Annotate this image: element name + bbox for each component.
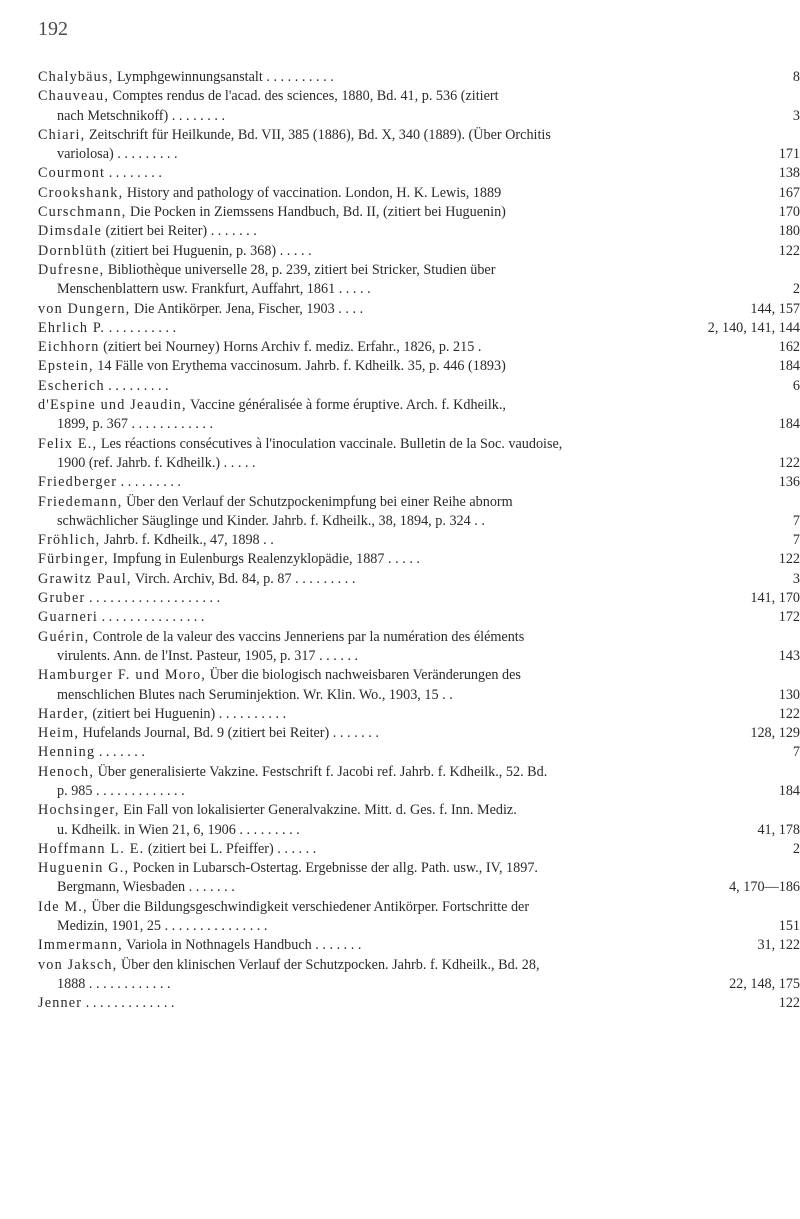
entry-first-line	[38, 319, 800, 338]
entry-first-line	[38, 164, 800, 183]
index-entry	[38, 493, 800, 532]
entry-text: Pocken in Lubarsch-Ostertag. Ergebnisse der allg. Path. usw., IV, 1897.	[129, 860, 538, 877]
entry-first-line	[38, 743, 800, 762]
entry-first-line	[38, 68, 800, 87]
entry-text: 14 Fälle von Erythema vaccinosum. Jahrb. f. Kdheilk. 35, p. 446 (1893)	[93, 358, 506, 375]
entry-text: Hufelands Journal, Bd. 9 (zitiert bei Reiter) . . . . . . .	[79, 725, 379, 742]
entry-text: Jahrb. f. Kdheilk., 47, 1898 . .	[100, 532, 274, 549]
entry-text: variolosa) . . . . . . . . .	[57, 146, 178, 163]
entry-author: Courmont	[38, 165, 106, 182]
index-entry	[38, 261, 800, 300]
entry-pages: 138	[778, 165, 800, 182]
entry-continuation-line	[38, 821, 800, 840]
entry-author: Dufresne,	[38, 261, 105, 278]
entry-text: Zeitschrift für Heilkunde, Bd. VII, 385 (1886), Bd. X, 340 (1889). (Über Orchitis	[85, 126, 551, 143]
entry-author: Henoch,	[38, 763, 95, 780]
entry-text: p. 985 . . . . . . . . . . . . .	[57, 782, 185, 799]
entry-pages: 122	[778, 551, 800, 568]
entry-text: Vaccine généralisée à forme éruptive. Arch. f. Kdheilk.,	[186, 397, 506, 414]
entry-first-line	[38, 531, 800, 550]
entry-author: Felix E.,	[38, 435, 98, 452]
entry-continuation-line	[38, 415, 800, 434]
entry-continuation-line	[38, 107, 800, 126]
entry-text: Ein Fall von lokalisierter Generalvakzine. Mitt. d. Ges. f. Inn. Mediz.	[119, 802, 517, 819]
entry-author: Heim,	[38, 725, 80, 742]
index-entry	[38, 531, 800, 550]
entry-text: Variola in Nothnagels Handbuch . . . . . . .	[122, 937, 362, 954]
entry-pages: 184	[778, 416, 800, 433]
entry-text: Medizin, 1901, 25 . . . . . . . . . . . . . . .	[57, 918, 268, 935]
entry-text: (zitiert bei Nourney) Horns Archiv f. mediz. Erfahr., 1826, p. 215 .	[99, 339, 482, 356]
entry-continuation-line	[38, 878, 800, 897]
entry-author: Fürbinger,	[38, 551, 109, 568]
index-entry	[38, 377, 800, 396]
entry-author: Chiari,	[38, 126, 86, 143]
entry-author: Ehrlich P.	[38, 319, 106, 336]
entry-text: menschlichen Blutes nach Seruminjektion. Wr. Klin. Wo., 1903, 15 . .	[57, 686, 453, 703]
entry-text: Über die Bildungsgeschwindigkeit verschiedener Antikörper. Fortschritte der	[87, 898, 530, 915]
entry-first-line	[38, 859, 800, 878]
entry-text: Bergmann, Wiesbaden . . . . . . .	[57, 879, 235, 896]
entry-continuation-line	[38, 917, 800, 936]
entry-first-line	[38, 435, 800, 454]
index-entry	[38, 589, 800, 608]
entry-first-line	[38, 550, 800, 569]
entry-text: 1888 . . . . . . . . . . . .	[57, 975, 171, 992]
entry-text: . . . . . . . . . . . . .	[82, 995, 175, 1012]
index-entry	[38, 570, 800, 589]
index-entry	[38, 357, 800, 376]
entry-author: Friedemann,	[38, 493, 123, 510]
entry-author: Hamburger F. und Moro,	[38, 667, 207, 684]
entry-author: Fröhlich,	[38, 532, 101, 549]
index-entry	[38, 743, 800, 762]
index-entry	[38, 319, 800, 338]
entry-first-line	[38, 936, 800, 955]
index-entry	[38, 184, 800, 203]
entry-first-line	[38, 628, 800, 647]
entry-text: Controle de la valeur des vaccins Jenneriens par la numération des éléments	[89, 628, 525, 645]
entry-first-line	[38, 724, 800, 743]
entry-first-line	[38, 87, 800, 106]
entry-author: Epstein,	[38, 358, 94, 375]
entry-first-line	[38, 763, 800, 782]
entry-author: Hochsinger,	[38, 802, 120, 819]
entry-continuation-line	[38, 512, 800, 531]
entry-first-line	[38, 956, 800, 975]
entry-pages: 128, 129	[750, 725, 800, 742]
entry-first-line	[38, 222, 800, 241]
entry-text: . . . . . . . . . .	[105, 319, 177, 336]
entry-pages: 2	[792, 281, 800, 298]
entry-pages: 2, 140, 141, 144	[707, 319, 800, 336]
entry-pages: 136	[778, 474, 800, 491]
entry-text: Über die biologisch nachweisbaren Veränderungen des	[206, 667, 521, 684]
entry-first-line	[38, 261, 800, 280]
entry-text: Über den Verlauf der Schutzpockenimpfung bei einer Reihe abnorm	[122, 493, 513, 510]
entry-pages: 172	[778, 609, 800, 626]
entry-author: Henning	[38, 744, 96, 761]
entry-first-line	[38, 493, 800, 512]
entry-first-line	[38, 184, 800, 203]
entry-continuation-line	[38, 782, 800, 801]
entry-author: Dimsdale	[38, 223, 102, 240]
index-entry	[38, 203, 800, 222]
entry-pages: 130	[778, 686, 800, 703]
entry-text: schwächlicher Säuglinge und Kinder. Jahrb. f. Kdheilk., 38, 1894, p. 324 . .	[57, 512, 485, 529]
entry-author: von Jaksch,	[38, 956, 118, 973]
entry-author: Harder,	[38, 705, 89, 722]
index-entry	[38, 898, 800, 937]
entry-author: Curschmann,	[38, 204, 127, 221]
entry-text: Die Pocken in Ziemssens Handbuch, Bd. II, (zitiert bei Huguenin)	[126, 204, 506, 221]
entry-text: History and pathology of vaccination. London, H. K. Lewis, 1889	[123, 184, 502, 201]
entry-author: Gruber	[38, 590, 86, 607]
index-entry	[38, 705, 800, 724]
entry-author: Jenner	[38, 995, 83, 1012]
entry-text: Comptes rendus de l'acad. des sciences, 1880, Bd. 41, p. 536 (zitiert	[109, 88, 499, 105]
index-entry	[38, 126, 800, 165]
entry-author: Guarneri	[38, 609, 99, 626]
entry-pages: 141, 170	[750, 590, 800, 607]
entry-pages: 144, 157	[750, 300, 800, 317]
entry-first-line	[38, 705, 800, 724]
index-entry	[38, 68, 800, 87]
index-entry	[38, 608, 800, 627]
entry-pages: 8	[792, 69, 800, 85]
index-entry	[38, 666, 800, 705]
entry-pages: 122	[778, 454, 800, 471]
entry-author: Grawitz Paul,	[38, 570, 132, 587]
entry-pages: 122	[778, 242, 800, 259]
entry-text: nach Metschnikoff) . . . . . . . .	[57, 107, 225, 124]
entry-first-line	[38, 357, 800, 376]
entry-pages: 184	[778, 358, 800, 375]
entry-pages: 122	[778, 995, 800, 1012]
entry-pages: 41, 178	[757, 821, 800, 838]
entry-text: virulents. Ann. de l'Inst. Pasteur, 1905, p. 317 . . . . . .	[57, 647, 359, 664]
index-entry	[38, 763, 800, 802]
entry-first-line	[38, 840, 800, 859]
entry-pages: 151	[778, 918, 800, 935]
entry-author: von Dungern,	[38, 300, 131, 317]
index-entry	[38, 936, 800, 955]
entry-continuation-line	[38, 686, 800, 705]
entry-pages: 6	[792, 377, 800, 394]
entry-author: Immermann,	[38, 937, 123, 954]
entry-text: . . . . . . . . . . . . . . . . . . .	[85, 590, 221, 607]
entry-first-line	[38, 570, 800, 589]
index-entry	[38, 435, 800, 474]
index-entry	[38, 338, 800, 357]
entry-first-line	[38, 338, 800, 357]
entry-first-line	[38, 898, 800, 917]
entry-continuation-line	[38, 975, 800, 994]
entry-text: Die Antikörper. Jena, Fischer, 1903 . . . .	[130, 300, 364, 317]
entry-pages: 170	[778, 204, 800, 221]
entry-pages: 7	[792, 512, 800, 529]
index-entry	[38, 300, 800, 319]
entry-text: Menschenblattern usw. Frankfurt, Auffahrt, 1861 . . . . .	[57, 281, 371, 298]
entry-author: Crookshank,	[38, 184, 124, 201]
index-entry	[38, 164, 800, 183]
entry-first-line	[38, 801, 800, 820]
entry-text: u. Kdheilk. in Wien 21, 6, 1906 . . . . . . . . .	[57, 821, 300, 838]
entry-author: Escherich	[38, 377, 105, 394]
entry-text: 1899, p. 367 . . . . . . . . . . . .	[57, 416, 214, 433]
entry-first-line	[38, 994, 800, 1013]
index-entry	[38, 801, 800, 840]
entry-pages: 2	[792, 840, 800, 857]
index-entry	[38, 222, 800, 241]
entry-author: Huguenin G.,	[38, 860, 130, 877]
entry-text: Über den klinischen Verlauf der Schutzpocken. Jahrb. f. Kdheilk., Bd. 28,	[117, 956, 540, 973]
entry-first-line	[38, 203, 800, 222]
entry-first-line	[38, 377, 800, 396]
entry-author: Chalybäus,	[38, 69, 114, 85]
entry-text: (zitiert bei L. Pfeiffer) . . . . . .	[144, 840, 317, 857]
index-entry	[38, 87, 800, 126]
entry-continuation-line	[38, 145, 800, 164]
entry-author: Hoffmann L. E.	[38, 840, 145, 857]
index-entry	[38, 242, 800, 261]
entry-text: . . . . . . . . .	[104, 377, 169, 394]
index-entry	[38, 859, 800, 898]
entry-pages: 180	[778, 223, 800, 240]
entry-author: Chauveau,	[38, 88, 110, 105]
entry-author: Ide M.,	[38, 898, 88, 915]
index-entry	[38, 628, 800, 667]
entry-author: d'Espine und Jeaudin,	[38, 397, 187, 414]
entry-text: Lymphgewinnungsanstalt . . . . . . . . . .	[113, 69, 334, 85]
entry-text: (zitiert bei Reiter) . . . . . . .	[101, 223, 257, 240]
entry-text: Les réactions consécutives à l'inoculation vaccinale. Bulletin de la Soc. vaudoise,	[97, 435, 563, 452]
entry-first-line	[38, 589, 800, 608]
page-number: 192	[38, 18, 68, 40]
entry-continuation-line	[38, 454, 800, 473]
entry-text: Impfung in Eulenburgs Realenzyklopädie, 1887 . . . . .	[108, 551, 420, 568]
index-entry	[38, 550, 800, 569]
index-entry	[38, 956, 800, 995]
entry-pages: 3	[792, 107, 800, 124]
entry-author: Dornblüth	[38, 242, 108, 259]
index-entry	[38, 396, 800, 435]
index-entry	[38, 724, 800, 743]
entry-pages: 171	[778, 146, 800, 163]
entry-author: Friedberger	[38, 474, 118, 491]
index-entry	[38, 840, 800, 859]
entry-first-line	[38, 396, 800, 415]
author-index	[38, 68, 800, 1014]
entry-first-line	[38, 242, 800, 261]
entry-text: (zitiert bei Huguenin) . . . . . . . . . .	[88, 705, 287, 722]
entry-first-line	[38, 126, 800, 145]
entry-text: Virch. Archiv, Bd. 84, p. 87 . . . . . . . . .	[131, 570, 356, 587]
entry-continuation-line	[38, 647, 800, 666]
entry-first-line	[38, 608, 800, 627]
entry-pages: 4, 170—186	[729, 879, 800, 896]
entry-text: . . . . . . . .	[105, 165, 162, 182]
entry-pages: 167	[778, 184, 800, 201]
entry-first-line	[38, 666, 800, 685]
entry-first-line	[38, 300, 800, 319]
index-entry	[38, 994, 800, 1013]
entry-text: 1900 (ref. Jahrb. f. Kdheilk.) . . . . .	[57, 454, 256, 471]
entry-pages: 162	[778, 339, 800, 356]
entry-text: . . . . . . . . . . . . . . .	[98, 609, 205, 626]
entry-pages: 31, 122	[757, 937, 800, 954]
entry-pages: 22, 148, 175	[729, 975, 800, 992]
entry-first-line	[38, 473, 800, 492]
entry-continuation-line	[38, 280, 800, 299]
entry-text: Über generalisierte Vakzine. Festschrift f. Jacobi ref. Jahrb. f. Kdheilk., 52. Bd.	[94, 763, 548, 780]
entry-text: . . . . . . .	[95, 744, 145, 761]
entry-pages: 184	[778, 782, 800, 799]
entry-pages: 3	[792, 570, 800, 587]
entry-text: . . . . . . . . .	[117, 474, 181, 491]
entry-author: Eichhorn	[38, 339, 100, 356]
entry-text: Bibliothèque universelle 28, p. 239, zitiert bei Stricker, Studien über	[104, 261, 496, 278]
entry-text: (zitiert bei Huguenin, p. 368) . . . . .	[107, 242, 312, 259]
entry-pages: 7	[792, 532, 800, 549]
entry-pages: 122	[778, 705, 800, 722]
entry-pages: 143	[778, 647, 800, 664]
entry-author: Guérin,	[38, 628, 90, 645]
entry-pages: 7	[792, 744, 800, 761]
index-entry	[38, 473, 800, 492]
